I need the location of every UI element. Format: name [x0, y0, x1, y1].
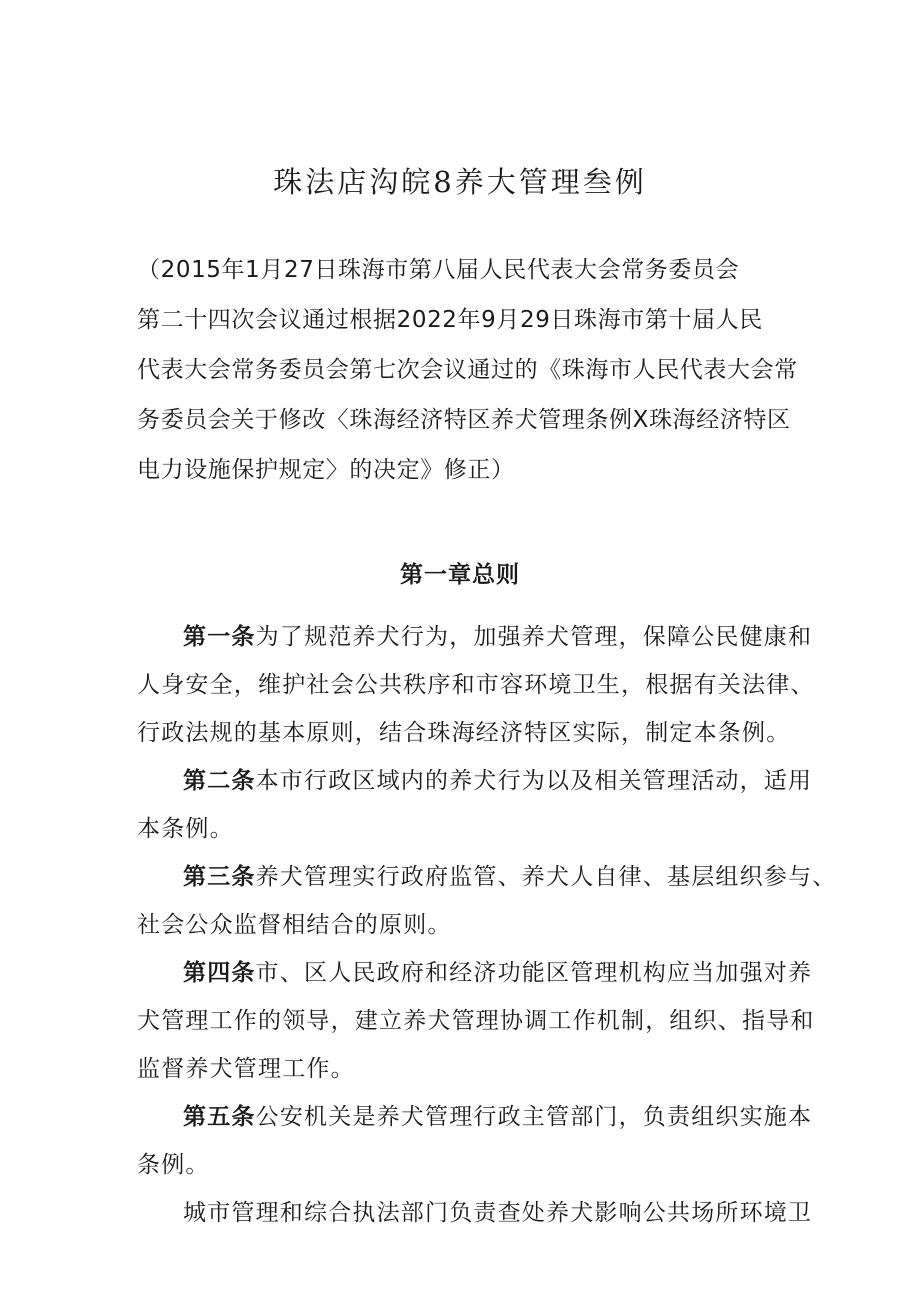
preamble-line: 务委员会关于修改〈珠海经济特区养犬管理条例X珠海经济特区 [137, 407, 791, 433]
article-first-line [137, 757, 813, 805]
document-title: 珠法店沟皖8养大管理叁例 [273, 165, 647, 199]
article-label: 第四条 [183, 960, 256, 986]
article-3 [137, 853, 837, 949]
article-text: 市、区人民政府和经济功能区管理机构应当加强对养 [255, 960, 813, 986]
article-first-line [137, 853, 837, 901]
article-label: 第一条 [183, 624, 256, 650]
article-text: 为了规范养犬行为，加强养犬管理，保障公民健康和 [255, 624, 813, 650]
article-line: 监督养犬管理工作。 [137, 1056, 355, 1082]
article-1 [137, 613, 815, 757]
articles [137, 613, 837, 1237]
article-5 [137, 1093, 813, 1189]
article-line: 行政法规的基本原则，结合珠海经济特区实际，制定本条例。 [137, 720, 791, 746]
article-5-paragraph-2 [137, 1189, 813, 1237]
article-line: 条例。 [137, 1152, 210, 1178]
preamble-line: 电力设施保护规定〉的决定》修正） [137, 457, 515, 483]
article-line: 犬管理工作的领导，建立养犬管理协调工作机制，组织、指导和 [137, 1008, 815, 1034]
article-line: 社会公众监督相结合的原则。 [137, 912, 452, 938]
preamble-line: 代表大会常务委员会第七次会议通过的《珠海市人民代表大会常 [137, 357, 798, 383]
article-first-line [137, 1189, 813, 1237]
article-first-line [137, 1093, 813, 1141]
preamble-line: （2015年1月27日珠海市第八届人民代表大会常务委员会 [137, 257, 740, 283]
article-label: 第五条 [183, 1104, 256, 1130]
chapter-heading: 第一章总则 [400, 562, 520, 588]
article-label: 第二条 [183, 768, 256, 794]
article-text: 养犬管理实行政府监管、养犬人自律、基层组织参与、 [255, 864, 837, 890]
article-first-line [137, 949, 813, 997]
article-text: 城市管理和综合执法部门负责查处养犬影响公共场所环境卫 [183, 1200, 813, 1226]
article-label: 第三条 [183, 864, 256, 890]
article-text: 公安机关是养犬管理行政主管部门，负责组织实施本 [255, 1104, 813, 1130]
preamble [137, 245, 798, 495]
article-4 [137, 949, 815, 1093]
preamble-line: 第二十四次会议通过根据2022年9月29日珠海市第十届人民 [137, 307, 763, 333]
article-text: 本市行政区域内的养犬行为以及相关管理活动，适用 [255, 768, 813, 794]
article-first-line [137, 613, 813, 661]
article-2 [137, 757, 813, 853]
article-line: 人身安全，维护社会公共秩序和市容环境卫生，根据有关法律、 [137, 672, 815, 698]
article-line: 本条例。 [137, 816, 234, 842]
